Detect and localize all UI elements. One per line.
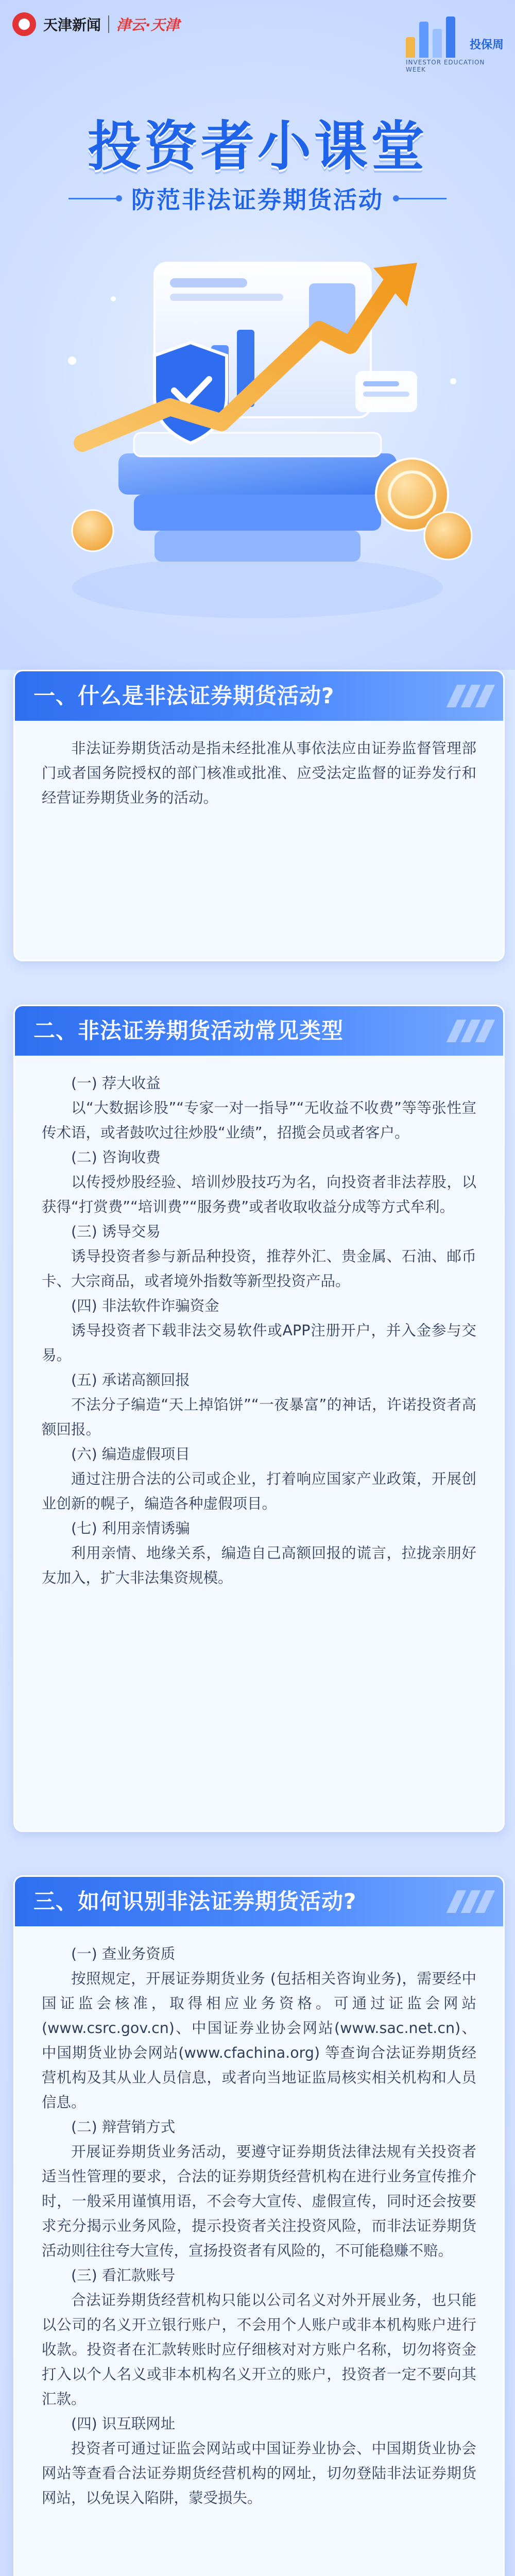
finance-illustration	[0, 227, 515, 670]
page-subtitle: 防范非法证券期货活动	[131, 186, 384, 214]
type-body: 以“大数据诊股”“专家一对一指导”“无收益不收费”等等张性宣传术语，或者鼓吹过往炒股“业绩”，招揽会员或者客户。	[42, 1099, 476, 1141]
section-identify	[13, 1875, 505, 2576]
section-header	[15, 1877, 503, 1926]
subtitle-line-right	[395, 198, 447, 199]
section-header	[15, 1006, 503, 1056]
identify-body: 按照规定，开展证券期货业务 (包括相关咨询业务)，需要经中国证监会核准，取得相应业务资格。可通过证监会网站(www.csrc.gov.cn)、中国证券业协会网站(www.sac.net.cn)、中国期货业协会网站(www.cfachina.org) 等查询合法证券期货经营机构及其从业人员信息，或者向当地证监局核实相关机构和人员信息。	[42, 1970, 476, 2111]
section-title: 一、什么是非法证券期货活动?	[33, 683, 335, 708]
logo-text-1: 天津新闻	[43, 16, 101, 33]
section-header	[15, 671, 503, 721]
header-stripes-icon	[452, 1020, 490, 1042]
identify-heading: (二) 辩营销方式	[71, 2119, 176, 2136]
type-body: 诱导投资者参与新品种投资，推荐外汇、贵金属、石油、邮币卡、大宗商品，或者境外指数等新型投资产品。	[42, 1248, 476, 1290]
type-body: 诱导投资者下载非法交易软件或APP注册开户，并入金参与交易。	[42, 1322, 476, 1364]
identify-body: 合法证券期货经营机构只能以公司名义对外开展业务，也只能以公司的名义开立银行账户，不会用个人账户或非本机构账户进行收款。投资者在汇款转账时应仔细核对对方账户名称，切勿将资金打入以个人名义或非本机构名义开立的账户，投资者一定不要向其汇款。	[42, 2292, 476, 2408]
type-heading: (二) 咨询收费	[71, 1149, 161, 1166]
identify-heading: (四) 识互联网址	[71, 2415, 176, 2432]
badge-bars-icon	[406, 16, 455, 58]
section-title: 二、非法证券期货活动常见类型	[33, 1018, 344, 1043]
badge-title: INVESTOR EDUCATION WEEK	[406, 59, 485, 73]
logo-text-2: 津云·天津	[116, 16, 180, 33]
type-body: 利用亲情、地缘关系，编造自己高额回报的谎言，拉拢亲朋好友加入，扩大非法集资规模。	[42, 1545, 476, 1586]
page-title: 投资者小课堂	[87, 115, 427, 178]
type-heading: (七) 利用亲情诱骗	[71, 1520, 190, 1537]
section-common-types	[13, 1005, 505, 1832]
partner-logos	[12, 12, 180, 36]
type-heading: (四) 非法软件诈骗资金	[71, 1297, 219, 1314]
identify-heading: (一) 查业务资质	[71, 1945, 176, 1962]
type-body: 通过注册合法的公司或企业，打着响应国家产业政策，开展创业创新的幌子，编造各种虚假项目。	[42, 1470, 476, 1512]
identify-body: 投资者可通过证监会网站或中国证券业协会、中国期货业协会网站等查看合法证券期货经营机构的网址，切勿登陆非法证券期货网站，以免误入陷阱，蒙受损失。	[42, 2440, 476, 2506]
badge-brand: 投保周	[469, 39, 504, 52]
section-title: 三、如何识别非法证券期货活动?	[33, 1889, 357, 1914]
investor-week-badge	[406, 7, 504, 79]
news-logo-icon	[12, 12, 36, 36]
section-what-is	[13, 670, 505, 961]
type-heading: (三) 诱导交易	[71, 1223, 161, 1240]
header-stripes-icon	[452, 1890, 490, 1913]
hero-banner	[0, 0, 515, 670]
subtitle-line-left	[68, 198, 120, 199]
type-body: 不法分子编造“天上掉馅饼”“一夜暴富”的神话，许诺投资者高额回报。	[42, 1396, 476, 1438]
section-paragraph: 非法证券期货活动是指未经批准从事依法应由证券监督管理部门或者国务院授权的部门核准或批准、应受法定监督的证券发行和经营证券期货业务的活动。	[42, 740, 476, 806]
identify-heading: (三) 看汇款账号	[71, 2267, 176, 2284]
type-heading: (五) 承诺高额回报	[71, 1371, 190, 1388]
type-body: 以传授炒股经验、培训炒股技巧为名，向投资者非法荐股，以获得“打赏费”“培训费”“服务费”或者收取收益分成等方式牟利。	[42, 1174, 476, 1215]
subtitle-row	[0, 181, 515, 215]
identify-body: 开展证券期货业务活动，要遵守证券期货法律法规有关投资者适当性管理的要求，合法的证券期货经营机构在进行业务宣传推介时，一般采用谨慎用语，不会夸大宣传、虚假宣传，同时还会按要求充分揭示业务风险，提示投资者关注投资风险，而非法证券期货活动则往往夸大宣传，宣扬投资者有风险的，不可能稳赚不赔。	[42, 2143, 476, 2259]
type-heading: (六) 编造虚假项目	[71, 1446, 190, 1463]
type-heading: (一) 荐大收益	[71, 1075, 161, 1092]
header-stripes-icon	[452, 685, 490, 707]
